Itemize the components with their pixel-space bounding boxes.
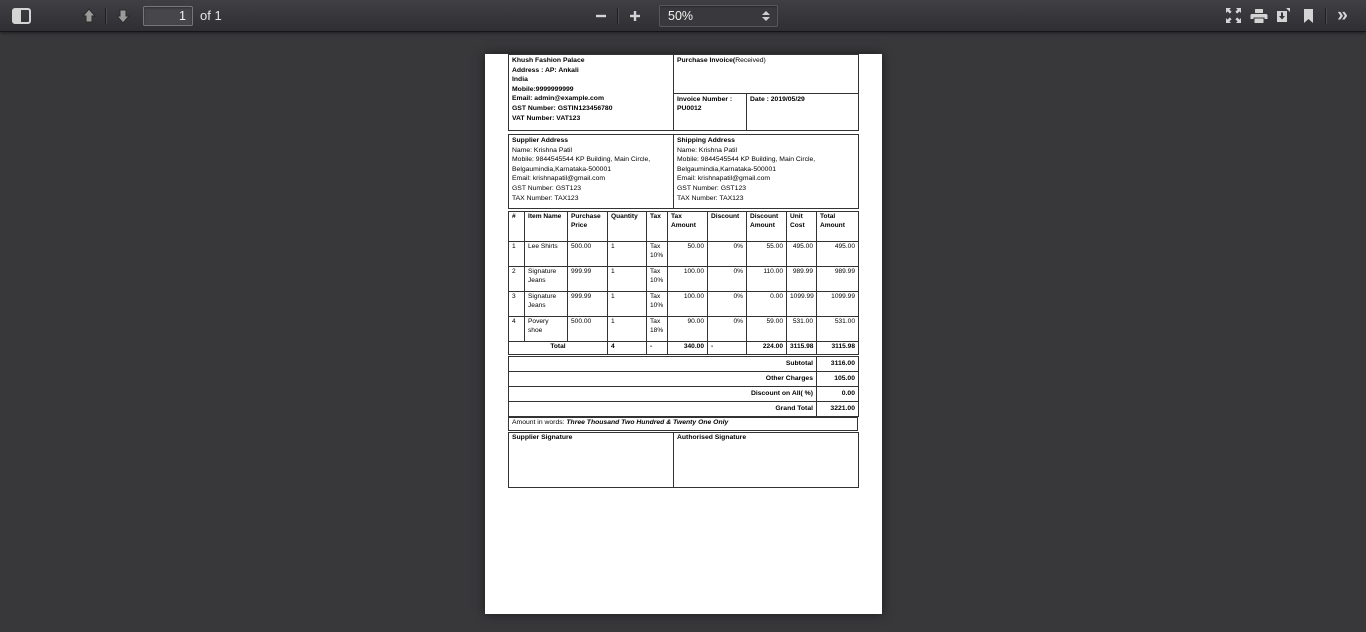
cell: 495.00 [817,242,859,267]
text-line: India [512,76,528,84]
presentation-mode-button[interactable] [1221,3,1246,28]
authorised-signature-cell: Authorised Signature [674,433,859,488]
printer-icon [1250,8,1268,24]
cell: Tax 10% [647,267,668,292]
col-header: Unit Cost [787,212,817,242]
summary-row [509,402,859,417]
text-line: GST Number: GSTIN123456780 [512,104,613,112]
items-header-row [509,212,859,242]
total-discount-amount: 224.00 [747,342,787,355]
cell: 0% [708,292,747,317]
cell: 0% [708,317,747,342]
cell: 3 [509,292,525,317]
cell: Discount on All( %) [509,387,817,402]
next-page-button[interactable] [110,3,135,28]
text-line: Mobile:9999999999 [512,85,574,93]
sidebar-toggle-icon [12,8,31,24]
arrow-up-icon [81,8,97,24]
cell: 4 [509,317,525,342]
address-table [508,134,859,209]
supplier-address-cell [509,135,674,209]
cell: 531.00 [787,317,817,342]
cell: 105.00 [817,372,859,387]
cell: 531.00 [817,317,859,342]
page-count-label: of 1 [200,8,222,23]
cell: 0% [708,242,747,267]
page-number-input[interactable] [143,6,193,26]
minus-icon [594,9,608,23]
cell: 1099.99 [787,292,817,317]
cell: 90.00 [668,317,708,342]
cell: 0.00 [747,292,787,317]
item-row [509,292,859,317]
shipping-address-title: Shipping Address [677,137,735,144]
cell: Povery shoe [525,317,568,342]
text-line: Address : AP: Ankali [512,66,579,74]
text-line: Mobile: 9844545544 KP Building, Main Circle, Belgaumindia,Karnataka-500001 [512,156,651,173]
col-header: Tax [647,212,668,242]
cell: Tax 18% [647,317,668,342]
toolbar-separator [1325,8,1326,24]
total-discount: - [708,342,747,355]
cell: 500.00 [568,317,608,342]
cell: 110.00 [747,267,787,292]
amount-in-words-table [508,417,858,431]
cell: 100.00 [668,267,708,292]
toolbar-right-group [1221,3,1366,28]
cell: 999.99 [568,292,608,317]
download-button[interactable] [1271,3,1296,28]
cell: 989.99 [817,267,859,292]
zoom-level-value: 50% [668,8,694,23]
total-tax-amount: 340.00 [668,342,708,355]
text-line: Mobile: 9844545544 KP Building, Main Circle, Belgaumindia,Karnataka-500001 [677,156,816,173]
cell: 0% [708,267,747,292]
text-line: Email: krishnapatil@gmail.com [677,175,771,183]
cell: 1099.99 [817,292,859,317]
download-icon [1275,7,1292,24]
bookmark-icon [1302,8,1315,24]
shipping-address-cell [674,135,859,209]
document-title-suffix: Received) [735,57,766,64]
print-button[interactable] [1246,3,1271,28]
invoice-number-cell [674,93,747,131]
col-header: Tax Amount [668,212,708,242]
supplier-signature-cell: Supplier Signature [509,433,674,488]
pdf-viewer-area [0,32,1366,632]
cell: 500.00 [568,242,608,267]
company-info-cell [509,55,674,131]
supplier-address-title: Supplier Address [512,137,569,144]
company-name: Khush Fashion Palace [512,57,585,64]
toolbar-zoom-group [588,0,778,32]
plus-icon [628,9,642,23]
invoice-document [508,54,858,488]
select-spinner-icon [762,11,777,21]
col-header: Item Name [525,212,568,242]
cell: Other Charges [509,372,817,387]
col-header: # [509,212,525,242]
cell: Signature Jeans [525,267,568,292]
sidebar-toggle-button[interactable] [9,3,34,28]
col-header: Quantity [608,212,647,242]
cell: Signature Jeans [525,292,568,317]
cell: Grand Total [509,402,817,417]
cell: 50.00 [668,242,708,267]
toolbar-left-group [0,3,222,28]
col-header: Purchase Price [568,212,608,242]
cell: 2 [509,267,525,292]
cell: 989.99 [787,267,817,292]
invoice-number-label: Invoice Number : [677,95,733,103]
cell: 0.00 [817,387,859,402]
total-unit-cost: 3115.98 [787,342,817,355]
cell: Tax 10% [647,242,668,267]
double-chevron-icon: » [1337,5,1348,26]
total-label: Total [509,342,608,355]
text-line: GST Number: GST123 [512,184,582,192]
total-quantity: 4 [608,342,647,355]
text-line: Email: krishnapatil@gmail.com [512,175,606,183]
zoom-in-button[interactable] [622,3,647,28]
shipping-address-lines [677,146,855,204]
summary-row [509,372,859,387]
toolbar-separator [617,8,618,24]
text-line: TAX Number: TAX123 [677,194,744,202]
text-line: VAT Number: VAT123 [512,114,581,122]
invoice-number-value: PU0012 [677,105,702,113]
amount-in-words-value: Three Thousand Two Hundred & Twenty One Only [566,419,729,426]
zoom-select[interactable] [659,5,778,27]
toolbar-separator [105,8,106,24]
total-amount: 3115.98 [817,342,859,355]
text-line: Name: Krishna Patil [677,146,738,154]
cell: 55.00 [747,242,787,267]
invoice-date-cell [747,93,859,131]
pdf-toolbar [0,0,1366,32]
cell: Lee Shirts [525,242,568,267]
invoice-header-table [508,54,859,131]
cell: 1 [608,267,647,292]
invoice-date: Date : 2019/05/29 [750,95,805,103]
items-table [508,211,859,355]
cell: 1 [608,317,647,342]
item-row [509,242,859,267]
supplier-address-lines [512,146,670,204]
amount-in-words-cell [509,418,858,431]
previous-page-button[interactable] [76,3,101,28]
cell: 495.00 [787,242,817,267]
fullscreen-icon [1225,7,1242,24]
cell: 3221.00 [817,402,859,417]
summary-row [509,357,859,372]
signature-table [508,432,859,488]
cell: 999.99 [568,267,608,292]
cell: 1 [608,242,647,267]
cell: Tax 10% [647,292,668,317]
company-lines [512,66,670,124]
document-title: Purchase Invoice( [677,57,736,64]
col-header: Discount Amount [747,212,787,242]
text-line: Name: Krishna Patil [512,146,573,154]
arrow-down-icon [115,8,131,24]
col-header: Total Amount [817,212,859,242]
text-line: Email: admin@example.com [512,95,604,103]
item-row [509,267,859,292]
text-line: TAX Number: TAX123 [512,194,579,202]
document-title-cell [674,55,859,94]
cell: 59.00 [747,317,787,342]
amount-in-words-label: Amount in words: [512,419,567,426]
cell: 100.00 [668,292,708,317]
cell: 3116.00 [817,357,859,372]
item-row [509,317,859,342]
items-total-row [509,342,859,355]
zoom-out-button[interactable] [588,3,613,28]
text-line: GST Number: GST123 [677,184,747,192]
summary-row [509,387,859,402]
bookmark-current-view-button[interactable] [1296,3,1321,28]
cell: 1 [608,292,647,317]
more-tools-button[interactable] [1330,3,1355,28]
cell: Subtotal [509,357,817,372]
pdf-page [485,54,882,614]
total-tax: - [647,342,668,355]
cell: 1 [509,242,525,267]
col-header: Discount [708,212,747,242]
summary-table [508,356,859,417]
